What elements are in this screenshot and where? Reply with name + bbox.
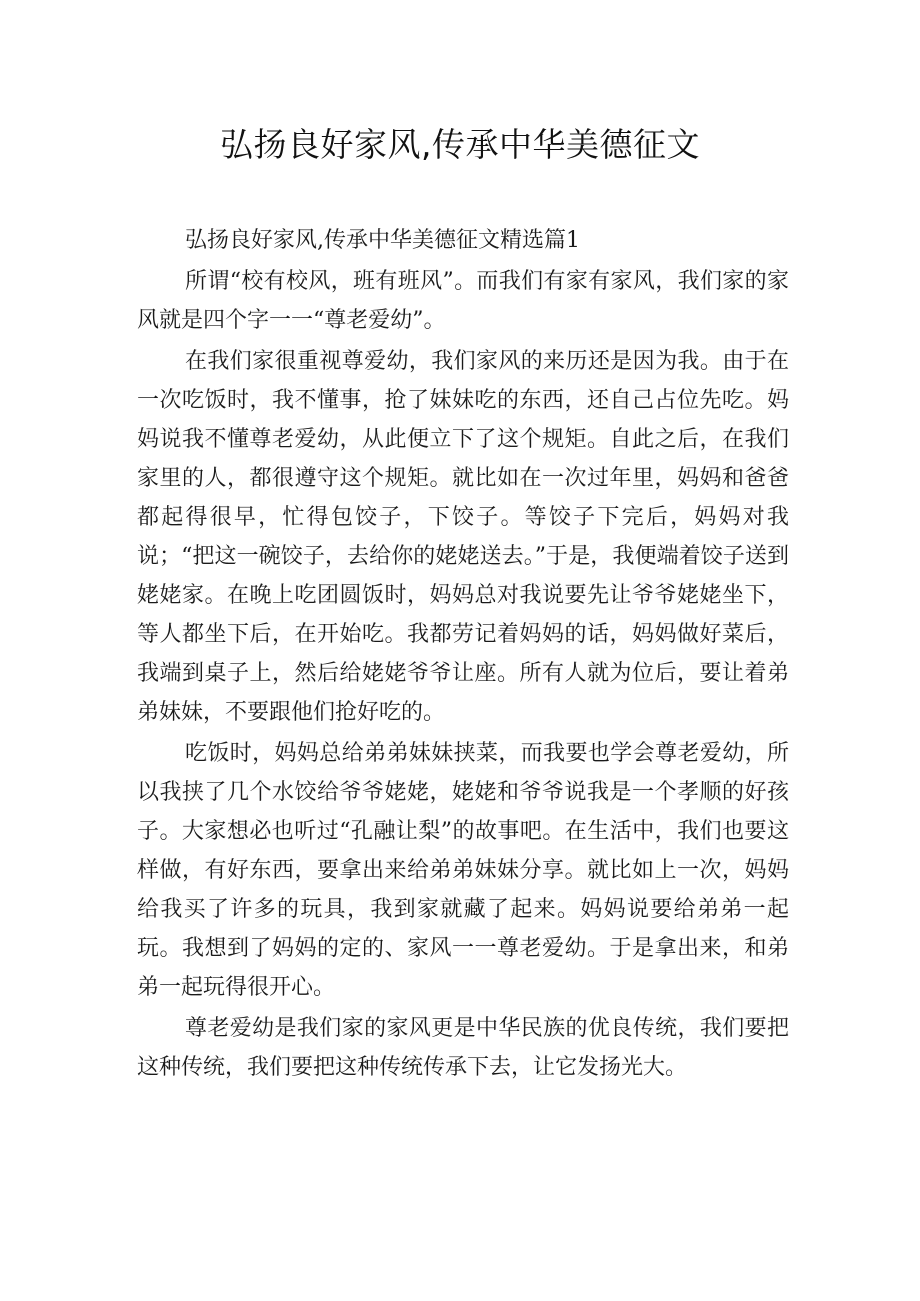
section-heading: 弘扬良好家风,传承中华美德征文精选篇1 xyxy=(185,228,580,253)
paragraph: 尊老爱幼是我们家的家风更是中华民族的优良传统，我们要把这种传统，我们要把这种传统传承下去，让它发扬光大。 xyxy=(137,1016,789,1080)
document-title: 弘扬良好家风,传承中华美德征文 xyxy=(220,125,700,164)
paragraph: 所谓“校有校风，班有班风”。而我们有家有家风，我们家的家风就是四个字一一“尊老爱幼”。 xyxy=(137,269,789,333)
paragraph: 吃饭时，妈妈总给弟弟妹妹挟菜，而我要也学会尊老爱幼，所以我挟了几个水饺给爷爷姥姥，姥姥和爷爷说我是一个孝顺的好孩子。大家想必也听过“孔融让梨”的故事吧。在生活中，我们也要这样做，有好东西，要拿出来给弟弟妹妹分享。就比如上一次，妈妈给我买了许多的玩具，我到家就藏了起来。妈妈说要给弟弟一起玩。我想到了妈妈的定的、家风一一尊老爱幼。于是拿出来，和弟弟一起玩得很开心。 xyxy=(137,741,789,1000)
paragraph: 在我们家很重视尊爱幼，我们家风的来历还是因为我。由于在一次吃饭时，我不懂事，抢了妹妹吃的东西，还自己占位先吃。妈妈说我不懂尊老爱幼，从此便立下了这个规矩。自此之后，在我们家里的人，都很遵守这个规矩。就比如在一次过年里，妈妈和爸爸都起得很早，忙得包饺子，下饺子。等饺子下完后，妈妈对我说；“把这一碗饺子，去给你的姥姥送去。”于是，我便端着饺子送到姥姥家。在晚上吃团圆饭时，妈妈总对我说要先让爷爷姥姥坐下，等人都坐下后，在开始吃。我都劳记着妈妈的话，妈妈做好菜后，我端到桌子上，然后给姥姥爷爷让座。所有人就为位后，要让着弟弟妹妹，不要跟他们抢好吃的。 xyxy=(137,349,789,725)
document-body xyxy=(137,221,789,1089)
